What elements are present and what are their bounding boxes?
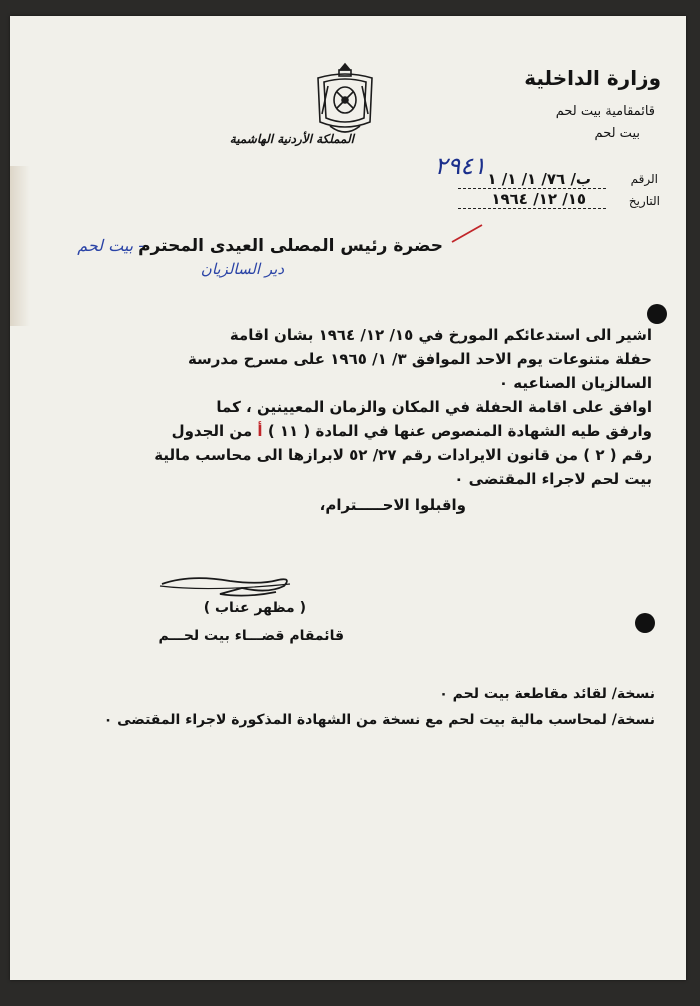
signatory-name: ( مظهر عناب ) <box>203 600 306 616</box>
punch-hole-bottom <box>635 613 655 633</box>
closing-phrase: واقبلوا الاحـــــترام، <box>319 496 466 514</box>
body-line-1: اشير الى استدعائكم المورخ في ١٥/ ١٢/ ١٩٦٤ بشان اقامة <box>229 326 652 344</box>
body-line-5-prefix: وارفق طيه الشهادة المنصوص عنها في المادة ( ١١ ) <box>267 422 652 440</box>
handwritten-number: ٢٩٤١ <box>434 152 486 180</box>
copy-line-1: نسخة/ لقائد مقاطعة بيت لحم ٠ <box>439 686 655 702</box>
office-name: قائمقامية بيت لحم <box>555 104 655 119</box>
paper-stain <box>10 166 30 326</box>
red-annotation-mark: أ <box>257 422 263 440</box>
reference-date-line <box>458 208 606 209</box>
body-line-7: بيت لحم لاجراء المقتضى ٠ <box>454 470 652 488</box>
reference-number-line <box>458 188 606 189</box>
body-line-3: السالزيان الصناعيه ٠ <box>498 374 652 392</box>
copy-line-2: نسخة/ لمحاسب مالية بيت لحم مع نسخة من الشهادة المذكورة لاجراء المقتضى ٠ <box>103 712 655 728</box>
body-line-6: رقم ( ٢ ) من قانون الايرادات رقم ٢٧/ ٥٢ لابرازها الى محاسب مالية <box>154 446 652 464</box>
signatory-title: قائمقام قضـــاء بيت لحـــم <box>158 628 344 644</box>
recipient-salutation: حضرة رئيس المصلى العيدى المحترم <box>138 236 443 256</box>
reference-number-value: ب/ ٧٦/ ١/ ١/ ١ <box>487 170 591 188</box>
recipient-handwritten-place: دير السالزيان <box>200 260 284 278</box>
red-check-mark <box>450 222 484 246</box>
document-page <box>10 16 686 980</box>
reference-number-label: الرقم <box>630 172 658 186</box>
ministry-title: وزارة الداخلية <box>524 66 661 90</box>
punch-hole-top <box>647 304 667 324</box>
body-line-5-suffix: من الجدول <box>171 422 253 440</box>
reference-date-label: التاريخ <box>628 194 660 208</box>
body-line-4: اوافق على اقامة الحفلة في المكان والزمان المعيينين ، كما <box>216 398 652 416</box>
reference-date-value: ١٥/ ١٢/ ١٩٦٤ <box>491 190 586 208</box>
office-city: بيت لحم <box>594 126 640 141</box>
coat-of-arms-emblem <box>310 62 380 140</box>
recipient-handwritten-city: - بيت لحم <box>77 236 144 255</box>
body-line-2: حفلة متنوعات يوم الاحد الموافق ٣/ ١/ ١٩٦٥ على مسرح مدرسة <box>187 350 652 368</box>
emblem-caption: المملكة الأردنية الهاشمية <box>229 132 354 146</box>
body-line-5 <box>172 422 652 440</box>
